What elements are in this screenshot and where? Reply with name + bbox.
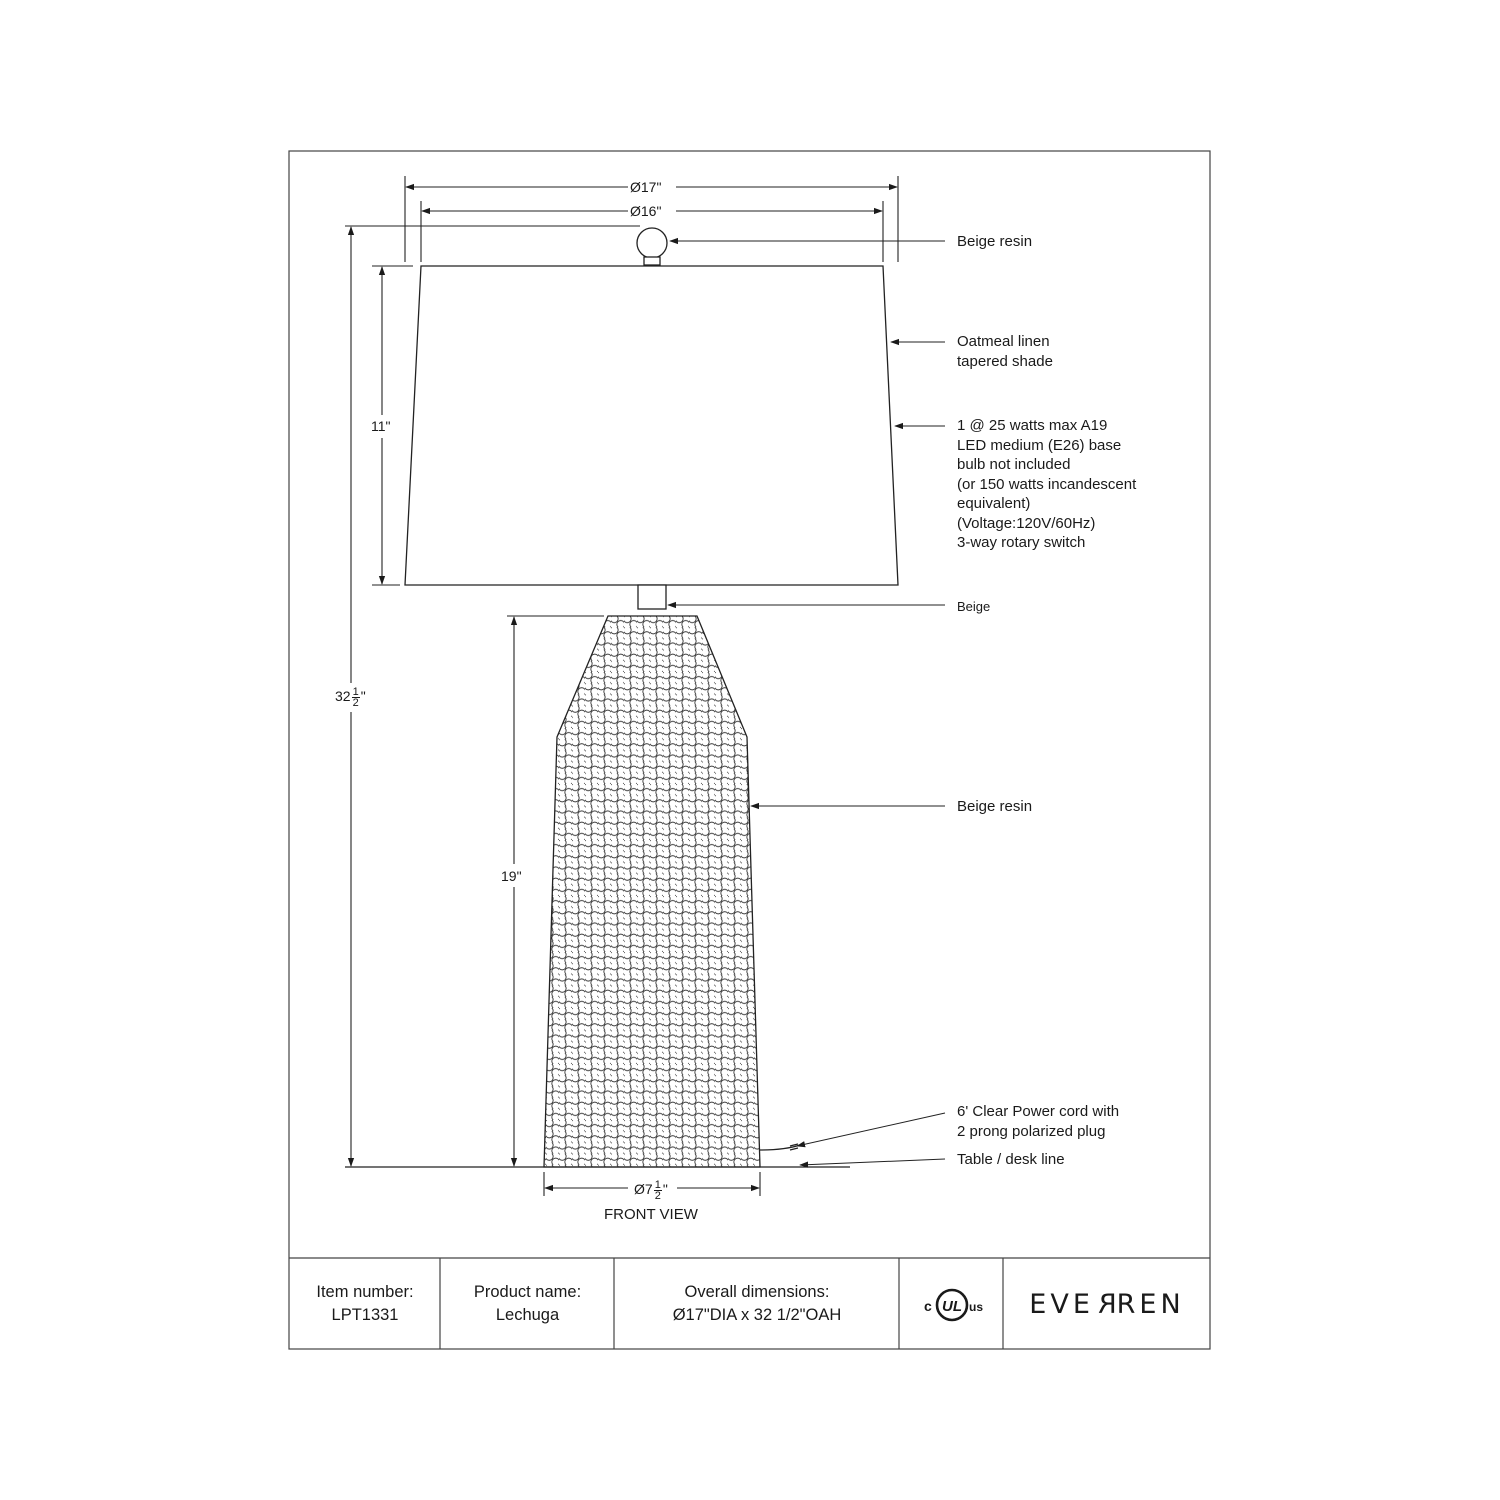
callout-neck: Beige: [957, 599, 991, 614]
overall-dimensions-label: Overall dimensions:: [684, 1283, 830, 1301]
lamp-neck: [638, 585, 666, 609]
overall-dimensions-value: Ø17"DIA x 32 1/2"OAH: [672, 1306, 842, 1324]
product-name-label: Product name:: [473, 1283, 582, 1301]
callout-bulb: 1 @ 25 watts max A19 LED medium (E26) base bulb not included (or 150 watts incandescent equivalent) (Voltage:120V/60Hz) 3-way rotary switch: [957, 417, 1137, 551]
brand-logo: EVE R REN: [1029, 1288, 1185, 1320]
dim-top-outer-diameter: Ø17": [630, 179, 662, 195]
overall-dimensions-cell: [615, 1259, 899, 1349]
ul-certification-icon: [900, 1259, 1004, 1349]
finial-base: [644, 257, 660, 265]
finial: [637, 228, 667, 258]
cert-c: c: [924, 1298, 932, 1314]
lampshade: [405, 266, 898, 585]
dim-overall-height: 32 $\frac{1}{2}$ ": [335, 686, 366, 709]
lamp-body: [544, 616, 760, 1167]
dim-overall-height-whole: 32: [335, 688, 351, 705]
callout-body: Beige resin: [957, 798, 1033, 815]
callout-finial: Beige resin: [957, 233, 1033, 250]
dim-shade-height: 11": [371, 418, 391, 434]
dim-base-diameter: Ø7 $\frac{1}{2}$ ": [634, 1179, 668, 1202]
dim-top-inner-diameter: Ø16": [630, 203, 662, 219]
callout-table-line: Table / desk line: [957, 1151, 1065, 1168]
product-name-cell: [441, 1259, 614, 1349]
reversed-r: R: [1093, 1288, 1117, 1320]
callout-cord: 6' Clear Power cord with 2 prong polarized plug: [957, 1103, 1120, 1140]
callout-shade: Oatmeal linen tapered shade: [957, 333, 1053, 370]
item-number-cell: [290, 1259, 440, 1349]
lamp-front-view: [405, 228, 898, 1167]
item-number-value: LPT1331: [331, 1306, 399, 1324]
item-number-label: Item number:: [316, 1283, 414, 1301]
cert-us: us: [969, 1300, 984, 1314]
fraction: $\frac{1}{2}$: [352, 686, 359, 709]
view-label: FRONT VIEW: [604, 1206, 698, 1223]
cert-ul: UL: [942, 1298, 962, 1315]
dim-base-diameter-prefix: Ø7: [634, 1181, 653, 1198]
product-name-value: Lechuga: [495, 1306, 560, 1324]
dim-base-height: 19": [501, 868, 522, 884]
fraction: $\frac{1}{2}$: [654, 1179, 661, 1202]
